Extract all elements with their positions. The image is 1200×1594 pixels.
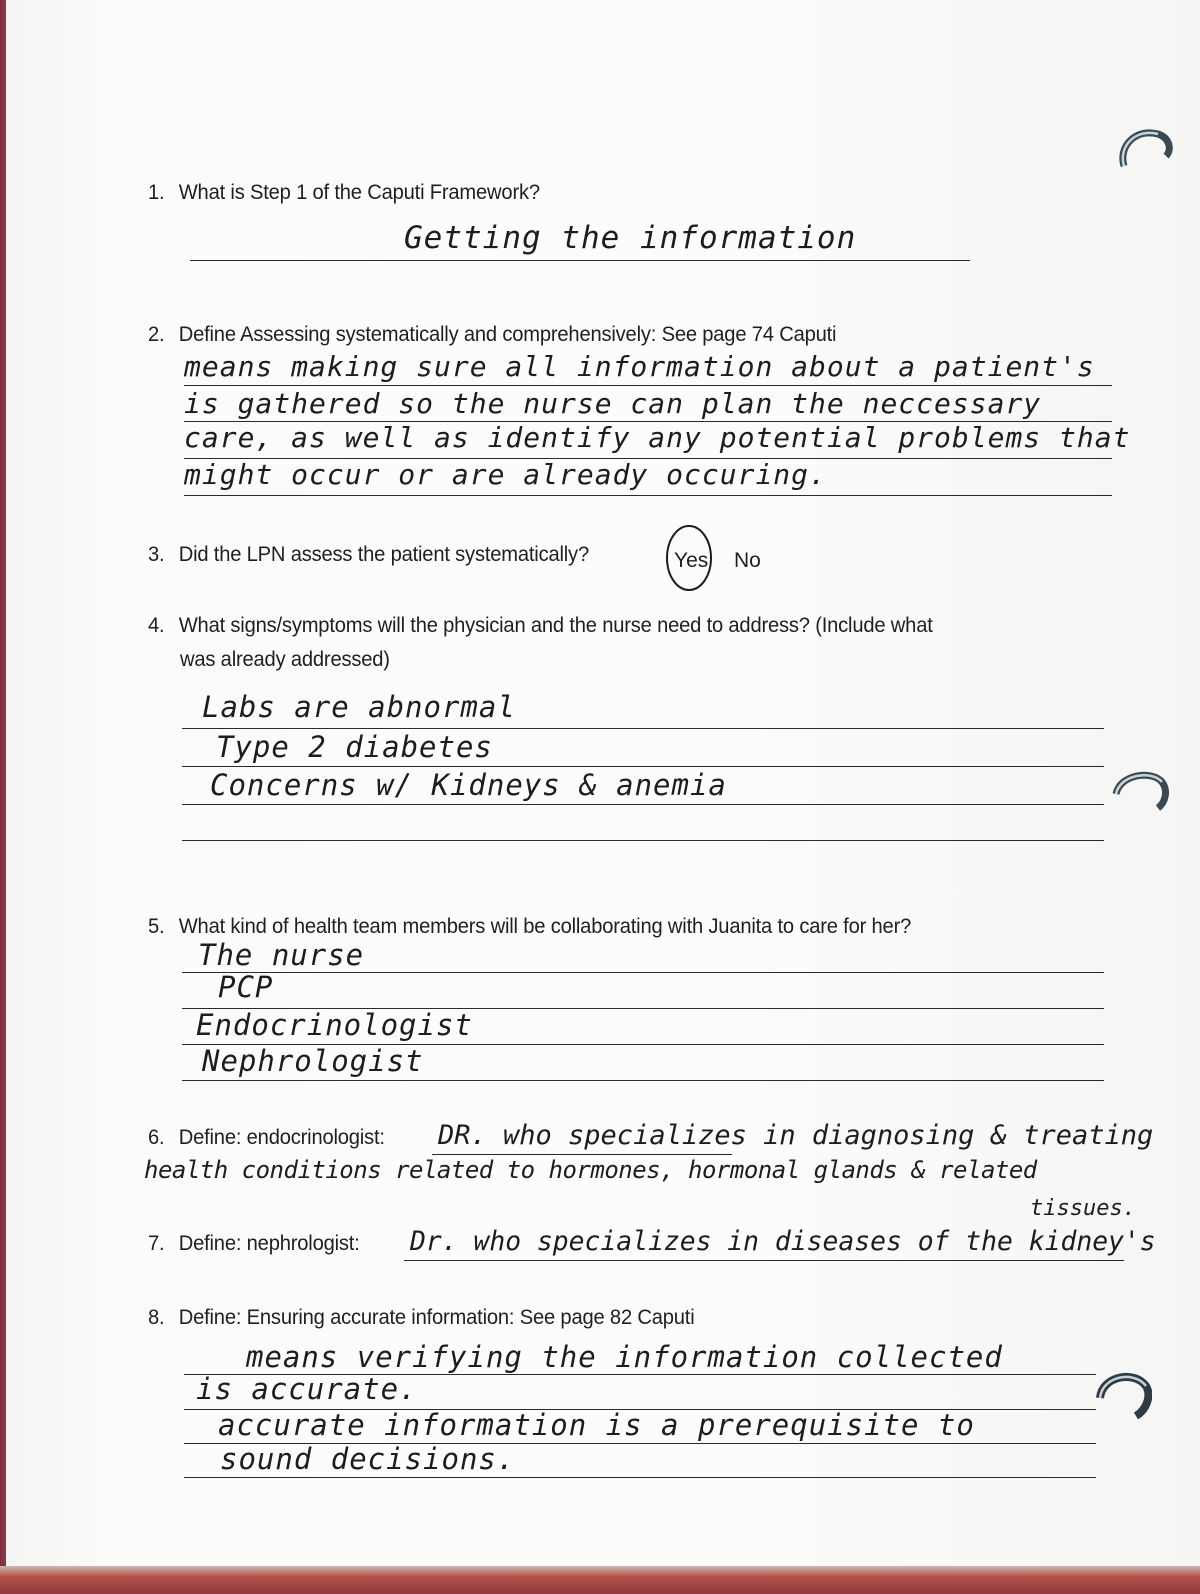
question-text: What is Step 1 of the Caputi Framework? <box>178 181 540 204</box>
binder-ring-icon <box>1112 768 1170 820</box>
question-7 <box>148 1232 360 1256</box>
question-1 <box>148 181 540 205</box>
question-4 <box>148 614 933 638</box>
question-number: 6. <box>148 1126 165 1149</box>
answer-rule <box>182 972 1104 973</box>
question-text: What signs/symptoms will the physician and the nurse need to address? (Include what <box>178 614 933 637</box>
answer-2-line-1: means making sure all information about a patient's <box>184 350 1095 383</box>
answer-5-line-2: PCP <box>218 970 274 1004</box>
answer-rule <box>184 385 1112 386</box>
answer-rule <box>184 495 1112 496</box>
question-6 <box>148 1126 385 1150</box>
answer-6-line-3: tissues. <box>1030 1196 1136 1221</box>
question-text: Did the LPN assess the patient systematically? <box>178 543 589 566</box>
answer-rule <box>182 728 1104 729</box>
answer-7-line-1: Dr. who specializes in diseases of the kidney's <box>410 1226 1156 1257</box>
question-text: Define: nephrologist: <box>178 1232 360 1255</box>
answer-8-line-3: accurate information is a prerequisite to <box>218 1408 975 1442</box>
answer-rule <box>190 260 970 261</box>
question-number: 8. <box>148 1306 165 1329</box>
answer-4-line-3: Concerns w/ Kidneys & anemia <box>210 768 727 802</box>
question-text: What kind of health team members will be collaborating with Juanita to care for her? <box>178 915 912 938</box>
question-8 <box>148 1306 695 1330</box>
answer-rule <box>182 1080 1104 1081</box>
answer-5-line-1: The nurse <box>198 938 365 972</box>
page-bottom-edge <box>0 1566 1200 1594</box>
binder-ring-icon <box>1116 126 1174 178</box>
answer-rule <box>404 1260 1124 1261</box>
question-text: Define: endocrinologist: <box>178 1126 385 1149</box>
option-yes[interactable]: Yes <box>674 549 709 572</box>
answer-1-line-1: Getting the information <box>404 220 857 256</box>
selection-circle-icon <box>660 516 718 596</box>
question-text: Define Assessing systematically and comprehensively: See page 74 Caputi <box>178 323 837 346</box>
binder-ring-icon <box>1094 1368 1152 1420</box>
worksheet-page <box>6 0 1200 1568</box>
question-number: 7. <box>148 1232 165 1255</box>
answer-2-line-2: is gathered so the nurse can plan the neccessary <box>184 387 1042 420</box>
question-text: Define: Ensuring accurate information: See page 82 Caputi <box>178 1306 695 1329</box>
answer-6-line-1: DR. who specializes in diagnosing & treating <box>438 1120 1154 1151</box>
question-number: 5. <box>148 915 165 938</box>
question-number: 4. <box>148 614 165 637</box>
question-5 <box>148 915 911 939</box>
answer-rule <box>432 1154 732 1155</box>
question-number: 1. <box>148 181 165 204</box>
answer-8-line-4: sound decisions. <box>220 1442 516 1476</box>
answer-8-line-2: is accurate. <box>196 1372 418 1406</box>
question-4-continued: was already addressed) <box>180 648 390 671</box>
answer-6-line-2: health conditions related to hormones, hormonal glands & related <box>144 1156 1037 1184</box>
answer-4-line-1: Labs are abnormal <box>202 690 516 724</box>
answer-2-line-3: care, as well as identify any potential problems that <box>184 421 1131 454</box>
answer-rule <box>182 804 1104 805</box>
answer-2-line-4: might occur or are already occuring. <box>184 458 827 491</box>
answer-5-line-3: Endocrinologist <box>196 1008 473 1042</box>
answer-rule <box>182 840 1104 841</box>
question-number: 2. <box>148 323 165 346</box>
question-number: 3. <box>148 543 165 566</box>
answer-rule <box>182 766 1104 767</box>
question-2 <box>148 323 836 347</box>
answer-4-line-2: Type 2 diabetes <box>216 730 493 764</box>
option-no[interactable]: No <box>734 549 761 572</box>
answer-8-line-1: means verifying the information collected <box>246 1340 1003 1374</box>
question-3 <box>148 543 589 567</box>
answer-rule <box>184 1477 1096 1478</box>
answer-5-line-4: Nephrologist <box>202 1044 424 1078</box>
